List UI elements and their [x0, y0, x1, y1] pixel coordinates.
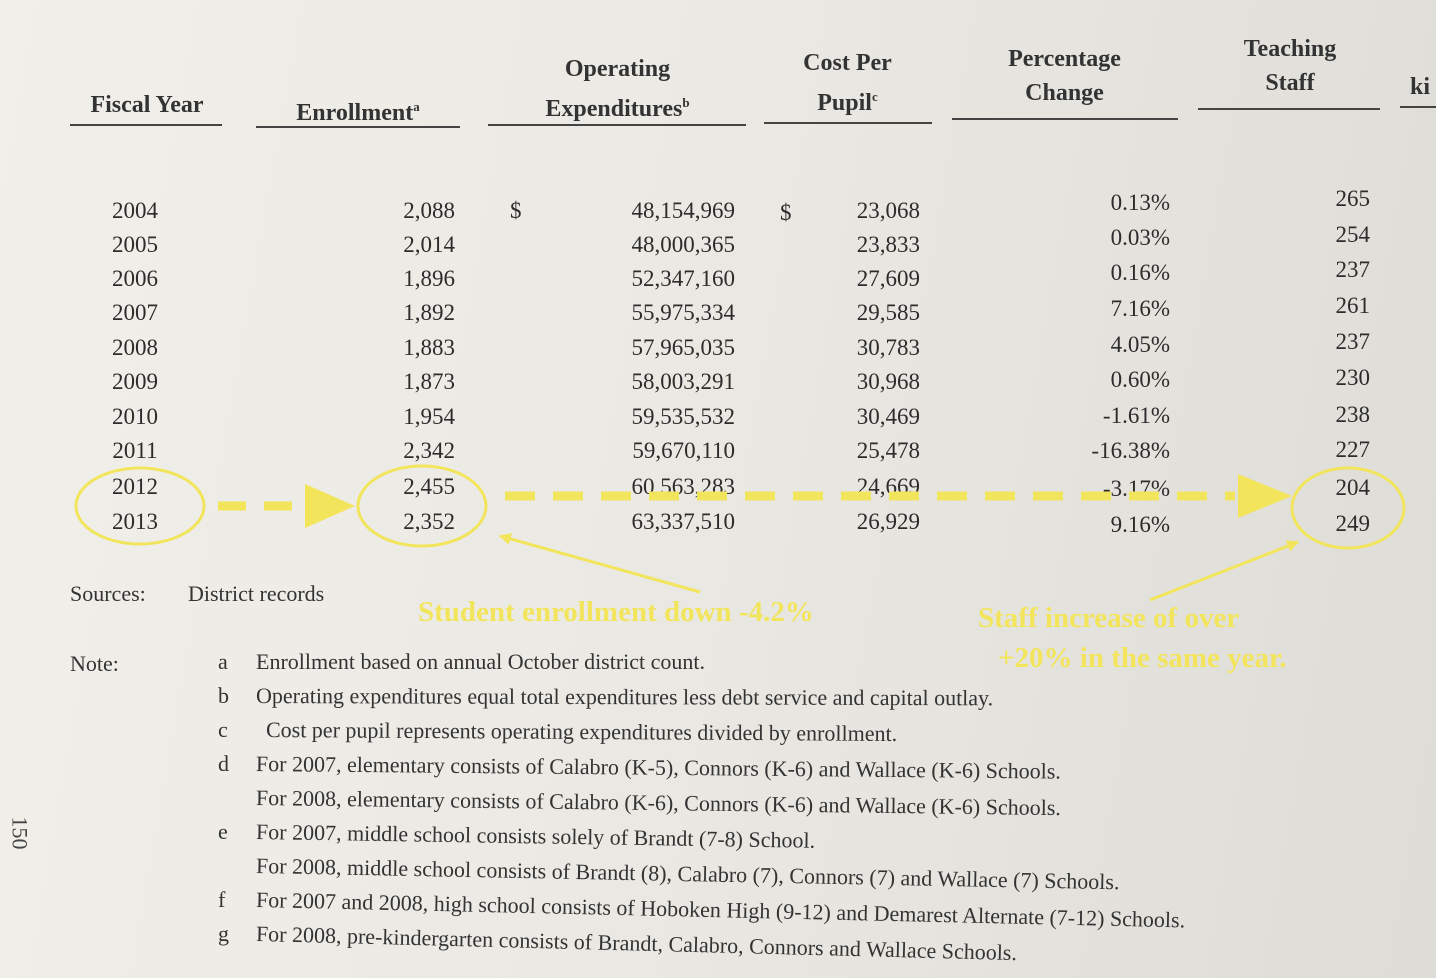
cell-pct: 0.13%	[1110, 190, 1170, 215]
cell-staff: 261	[1335, 292, 1370, 318]
annotation-staff-line2: +20% in the same year.	[998, 642, 1287, 674]
header-operating-sup: b	[682, 95, 690, 110]
note-letter: d	[218, 751, 229, 776]
cell-enrollment: 1,892	[403, 300, 455, 325]
cell-operating: 59,535,532	[631, 404, 735, 429]
cell-cost: 25,478	[856, 438, 920, 463]
sources-label: Sources:	[70, 581, 146, 606]
note-letter: f	[218, 887, 226, 912]
cell-enrollment: 2,352	[403, 509, 455, 534]
note-letter: b	[218, 683, 229, 708]
sources-text: District records	[188, 581, 325, 606]
header-cost-line1: Cost Per	[803, 50, 892, 76]
cell-staff: 237	[1335, 329, 1370, 355]
cell-cost: 26,929	[856, 509, 920, 534]
cell-pct: 0.60%	[1110, 367, 1170, 392]
cell-pct: -1.61%	[1102, 403, 1170, 429]
header-pct-line2: Change	[1025, 80, 1104, 106]
cell-operating: 59,670,110	[632, 438, 735, 463]
cell-cost: 23,068	[856, 198, 920, 223]
cell-year: 2011	[112, 438, 158, 463]
circle-enrollment	[358, 466, 486, 546]
note-letter: g	[218, 921, 229, 946]
header-cost-sup: c	[871, 89, 878, 104]
header-enrollment-label: Enrollment	[296, 100, 414, 126]
header-staff-line1: Teaching	[1243, 36, 1337, 62]
cell-year: 2006	[112, 266, 158, 291]
cell-operating: 55,975,334	[631, 300, 735, 325]
header-cost-line2-label: Pupil	[817, 90, 872, 116]
header-pct-line1: Percentage	[1008, 46, 1121, 72]
dollar-sign: $	[510, 198, 522, 223]
cell-cost: 23,833	[856, 232, 920, 257]
cell-staff: 254	[1335, 221, 1370, 247]
cell-staff: 230	[1335, 365, 1370, 390]
cell-cost: 24,669	[856, 474, 920, 499]
circle-staff	[1292, 468, 1404, 548]
cell-staff: 238	[1335, 401, 1370, 427]
annotation-enrollment: Student enrollment down -4.2%	[418, 596, 814, 628]
note-letter: c	[218, 717, 228, 742]
cell-pct: 9.16%	[1110, 511, 1170, 537]
cell-year: 2012	[112, 474, 158, 499]
cell-pct: 0.03%	[1110, 225, 1170, 251]
cell-operating: 52,347,160	[631, 266, 735, 291]
cell-year: 2004	[112, 198, 158, 223]
cell-enrollment: 2,014	[403, 232, 455, 257]
note-letter: a	[218, 649, 228, 674]
header-enrollment-sup: a	[413, 99, 420, 114]
pointer-to-staff	[1150, 542, 1298, 600]
note-text: For 2008, middle school consists of Brandt (8), Calabro (7), Connors (7) and Wallace (7) Schools.	[255, 853, 1120, 895]
annotation-staff-line1: Staff increase of over	[978, 602, 1240, 634]
cell-operating: 58,003,291	[631, 369, 735, 394]
cell-operating: 48,000,365	[631, 232, 735, 257]
cell-cost: 29,585	[856, 300, 920, 325]
cell-year: 2005	[112, 232, 158, 257]
arrowhead-1	[305, 484, 355, 528]
header-cutoff: ki	[1410, 74, 1431, 100]
cell-year: 2008	[112, 335, 158, 360]
arrowhead-2	[1238, 474, 1292, 518]
cell-year: 2010	[112, 404, 158, 429]
circle-years	[76, 468, 204, 544]
cell-enrollment: 1,873	[403, 369, 455, 394]
cell-enrollment: 1,896	[403, 266, 455, 291]
cell-cost: 30,968	[856, 369, 920, 394]
header-staff-line2: Staff	[1265, 70, 1315, 96]
cell-enrollment: 2,342	[403, 438, 455, 463]
page-number: 150	[7, 816, 33, 850]
note-letter: e	[218, 819, 228, 844]
note-text: For 2008, elementary consists of Calabro (K-6), Connors (K-6) and Wallace (K-6) Schools.	[255, 785, 1062, 821]
cell-year: 2007	[112, 300, 158, 325]
pointer-to-enrollment	[500, 536, 700, 592]
header-operating-line1: Operating	[564, 56, 671, 82]
cell-staff: 265	[1335, 186, 1370, 211]
header-operating-line2-label: Expenditures	[545, 96, 683, 122]
cell-staff: 249	[1335, 511, 1370, 537]
note-text: For 2007 and 2008, high school consists of Hoboken High (9-12) and Demarest Alternate (7-12) Schools.	[255, 887, 1186, 933]
cell-pct: 0.16%	[1110, 260, 1170, 286]
note-text: For 2007, middle school consists solely of Brandt (7-8) School.	[255, 819, 816, 853]
cell-operating: 57,965,035	[631, 335, 735, 360]
cell-pct: -16.38%	[1091, 438, 1170, 464]
cell-staff: 204	[1335, 474, 1370, 500]
cell-year: 2009	[112, 369, 158, 394]
header-fiscal-year: Fiscal Year	[90, 92, 204, 118]
cell-enrollment: 1,954	[403, 404, 455, 429]
cell-pct: 4.05%	[1110, 331, 1170, 357]
cell-staff: 237	[1335, 257, 1370, 283]
cell-operating: 48,154,969	[631, 198, 735, 223]
note-text: For 2008, pre-kindergarten consists of Brandt, Calabro, Connors and Wallace Schools.	[255, 921, 1018, 966]
cell-cost: 27,609	[856, 266, 920, 291]
note-text: For 2007, elementary consists of Calabro (K-5), Connors (K-6) and Wallace (K-6) Schools.	[255, 751, 1062, 784]
cell-enrollment: 2,455	[403, 474, 455, 499]
cell-pct: 7.16%	[1110, 295, 1170, 321]
cell-year: 2013	[112, 509, 158, 534]
cell-enrollment: 2,088	[403, 198, 455, 223]
note-text: Enrollment based on annual October district count.	[256, 649, 706, 674]
cell-cost: 30,783	[856, 335, 920, 360]
note-label: Note:	[70, 651, 119, 676]
cell-staff: 227	[1335, 437, 1370, 463]
note-text: Operating expenditures equal total expenditures less debt service and capital outlay.	[255, 683, 994, 711]
cell-pct: -3.17%	[1102, 475, 1170, 501]
cell-cost: 30,469	[856, 404, 920, 429]
cell-enrollment: 1,883	[403, 335, 455, 360]
note-text: Cost per pupil represents operating expenditures divided by enrollment.	[265, 717, 898, 746]
dollar-sign: $	[780, 200, 792, 225]
cell-operating: 60,563,283	[631, 474, 735, 499]
cell-operating: 63,337,510	[631, 509, 735, 534]
